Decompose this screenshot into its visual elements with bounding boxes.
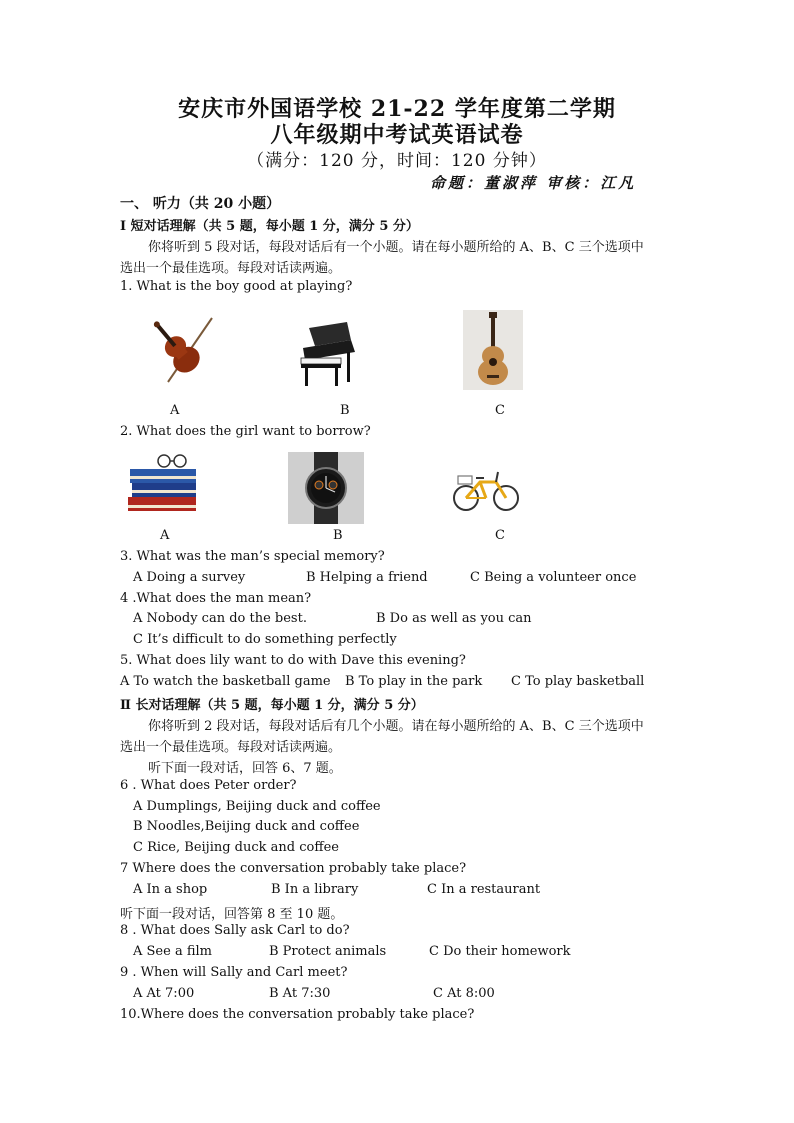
- part2-instruction-b: 选出一个最佳选项。每段对话读两遍。: [120, 740, 342, 755]
- question-6: 6 . What does Peter order?: [120, 778, 297, 793]
- q2-option-c-label: C: [495, 528, 505, 543]
- exam-authors: 命题：董淑萍 审核：江凡: [430, 174, 637, 192]
- dialog-2-intro: 听下面一段对话，回答第 8 至 10 题。: [120, 907, 344, 922]
- exam-subtitle: （满分：120 分，时间：120 分钟）: [247, 151, 547, 171]
- question-7: 7 Where does the conversation probably take place?: [120, 861, 467, 876]
- violin-image: [140, 312, 225, 387]
- bicycle-image: [450, 458, 522, 522]
- q7-option-a: A In a shop: [133, 882, 208, 897]
- q6-option-c: C Rice, Beijing duck and coffee: [133, 840, 339, 855]
- q3-option-c: C Being a volunteer once: [470, 570, 637, 585]
- q7-option-c: C In a restaurant: [427, 882, 541, 897]
- question-4: 4 .What does the man mean?: [120, 591, 312, 606]
- q6-option-a: A Dumplings, Beijing duck and coffee: [133, 799, 381, 814]
- exam-title-line2: 八年级期中考试英语试卷: [270, 122, 524, 148]
- q9-option-c: C At 8:00: [433, 986, 495, 1001]
- q5-option-b: B To play in the park: [345, 674, 483, 689]
- question-5: 5. What does lily want to do with Dave this evening?: [120, 653, 466, 668]
- question-10: 10.Where does the conversation probably take place?: [120, 1007, 475, 1022]
- q9-option-b: B At 7:30: [269, 986, 331, 1001]
- section-heading: 一、 听力（共 20 小题）: [120, 196, 281, 212]
- q5-option-c: C To play basketball: [511, 674, 645, 689]
- q6-option-b: B Noodles,Beijing duck and coffee: [133, 819, 360, 834]
- q8-option-a: A See a film: [133, 944, 212, 959]
- q9-option-a: A At 7:00: [133, 986, 195, 1001]
- question-1: 1. What is the boy good at playing?: [120, 279, 353, 294]
- q1-option-a-label: A: [170, 403, 180, 418]
- dialog-1-intro: 听下面一段对话，回答 6、7 题。: [148, 761, 342, 776]
- q2-option-a-label: A: [160, 528, 170, 543]
- q4-option-b: B Do as well as you can: [376, 611, 532, 626]
- question-3: 3. What was the man’s special memory?: [120, 549, 385, 564]
- q2-option-b-label: B: [333, 528, 343, 543]
- q3-option-a: A Doing a survey: [133, 570, 246, 585]
- part1-instruction-b: 选出一个最佳选项。每段对话读两遍。: [120, 261, 342, 276]
- books-image: [126, 445, 202, 521]
- part2-instruction-a: 你将听到 2 段对话，每段对话后有几个小题。请在每小题所给的 A、B、C 三个选项中: [148, 719, 644, 734]
- exam-title-line1: 安庆市外国语学校 21-22 学年度第二学期: [178, 96, 616, 122]
- question-2: 2. What does the girl want to borrow?: [120, 424, 371, 439]
- piano-image: [295, 318, 357, 390]
- q3-option-b: B Helping a friend: [306, 570, 428, 585]
- guitar-image: [463, 310, 523, 390]
- q7-option-b: B In a library: [271, 882, 359, 897]
- part1-instruction-a: 你将听到 5 段对话，每段对话后有一个小题。请在每小题所给的 A、B、C 三个选项中: [148, 240, 644, 255]
- watch-image: [288, 452, 364, 524]
- question-9: 9 . When will Sally and Carl meet?: [120, 965, 348, 980]
- q1-option-c-label: C: [495, 403, 505, 418]
- part1-heading: Ⅰ 短对话理解（共 5 题，每小题 1 分，满分 5 分）: [120, 219, 419, 234]
- q1-option-b-label: B: [340, 403, 350, 418]
- q4-option-a: A Nobody can do the best.: [133, 611, 307, 626]
- q5-option-a: A To watch the basketball game: [120, 674, 331, 689]
- q8-option-c: C Do their homework: [429, 944, 571, 959]
- q4-option-c: C It’s difficult to do something perfectly: [133, 632, 397, 647]
- question-8: 8 . What does Sally ask Carl to do?: [120, 923, 350, 938]
- part2-heading: Ⅱ 长对话理解（共 5 题，每小题 1 分，满分 5 分）: [120, 698, 424, 713]
- q8-option-b: B Protect animals: [269, 944, 387, 959]
